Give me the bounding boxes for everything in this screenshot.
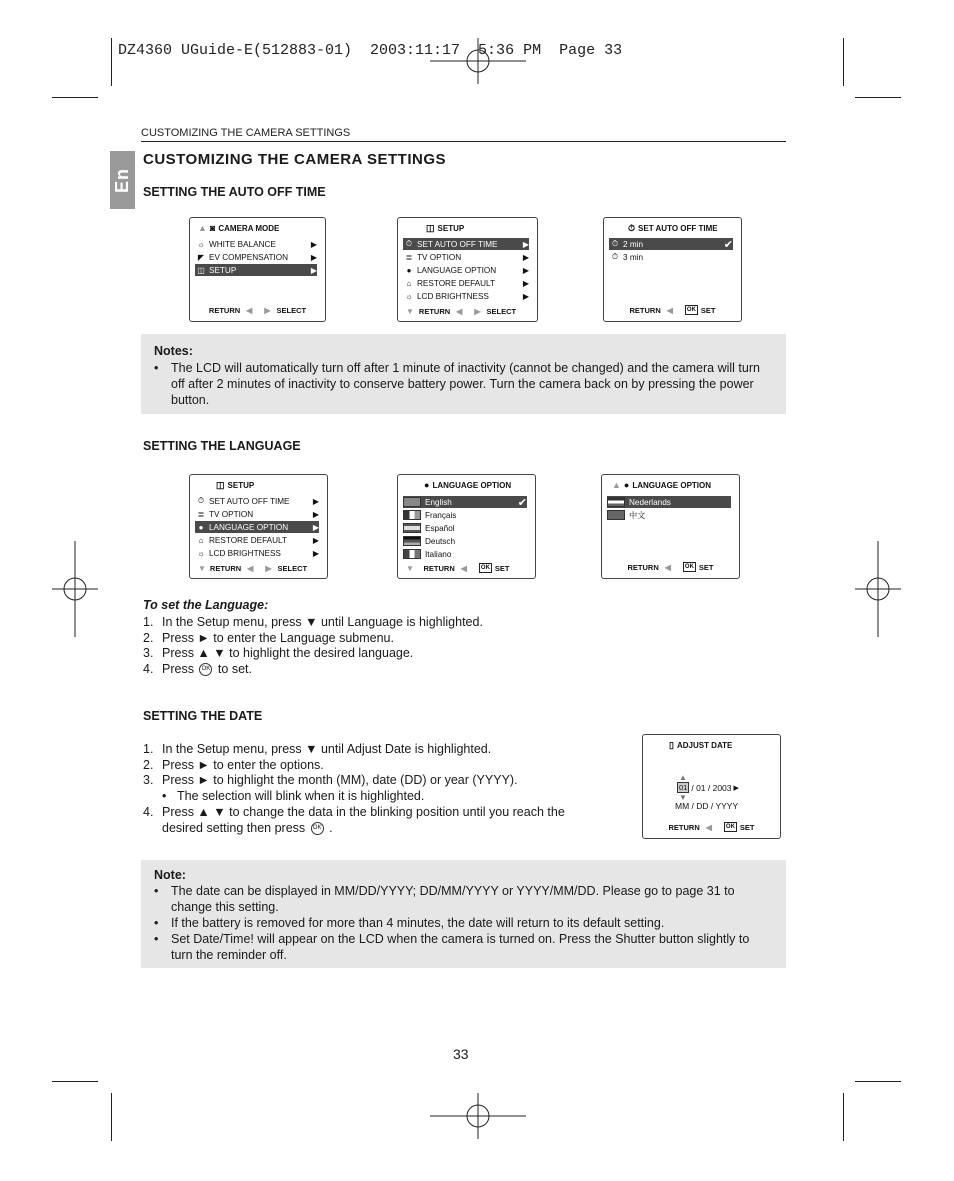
note-item: • The LCD will automatically turn off after 1 minute of inactivity (cannot be changed) and the camera will turn off after 2 minutes of inactivity to conserve battery power. Turn the camera back on by pressing the power button.: [154, 361, 760, 407]
lcd-set-auto-off-screen: ⏱ SET AUTO OFF TIME ⏱ 2 min ✔ ⏱ 3 min RETURN ◀ OK SET: [603, 217, 742, 322]
menu-item-set-auto-off[interactable]: ⏱ SET AUTO OFF TIME ▶: [195, 495, 319, 507]
ok-button-icon: OK: [480, 565, 490, 571]
netherlands-flag-icon: [607, 497, 625, 507]
checkmark-icon: ✔: [723, 238, 733, 251]
language-item-dutch[interactable]: Nederlands: [607, 496, 731, 508]
right-arrow-icon: ▶: [312, 548, 319, 558]
italy-flag-icon: [403, 549, 421, 559]
note-item: • The date can be displayed in MM/DD/YYYY; DD/MM/YYYY or YYYY/MM/DD. Please go to page 31 to change this setting.: [154, 884, 735, 914]
registration-mark-icon: [855, 541, 901, 637]
step-item: 4. Press ▲ ▼ to change the data in the blinking position until you reach the: [143, 805, 565, 819]
left-arrow-icon: ◀: [666, 305, 673, 315]
menu-item-ev-compensation[interactable]: ◤ EV COMPENSATION ▶: [195, 251, 317, 263]
left-arrow-icon: ◀: [456, 307, 463, 316]
right-arrow-icon: ▶: [522, 252, 529, 262]
language-icon: ●: [198, 522, 204, 532]
timer-icon: ⏱: [197, 496, 205, 505]
note-item: • Set Date/Time! will appear on the LCD when the camera is turned on. Press the Shutter button slightly to turn the reminder off.: [154, 932, 750, 962]
ok-button-icon: OK: [311, 822, 324, 835]
step-item: 3. Press ► to highlight the month (MM), date (DD) or year (YYYY).: [143, 773, 518, 787]
menu-item-setup[interactable]: ◫ SETUP ▶: [195, 264, 317, 276]
left-arrow-icon: ◀: [664, 562, 671, 572]
language-icon: ●: [424, 480, 430, 490]
lcd-setup-screen: ◫ SETUP ⏱ SET AUTO OFF TIME ▶ ≣ TV OPTION ▶ ● LANGUAGE OPTION ▶ ⌂ RESTORE DEFAULT ▶ ☼ LCD BRIGHTNESS ▶ ▼ RETURN ◀ ▶ SELECT: [397, 217, 538, 322]
option-3-min[interactable]: ⏱ 3 min: [609, 251, 733, 263]
timer-icon: ⏱: [611, 239, 619, 248]
crop-mark: [111, 1093, 112, 1141]
menu-item-restore-default[interactable]: ⌂ RESTORE DEFAULT ▶: [195, 534, 319, 546]
lcd-setup-screen-language: ◫ SETUP ⏱ SET AUTO OFF TIME ▶ ≣ TV OPTION ▶ ● LANGUAGE OPTION ▶ ⌂ RESTORE DEFAULT ▶ ☼ LCD BRIGHTNESS ▶ ▼ RETURN ◀ ▶ SELECT: [189, 474, 328, 579]
left-arrow-icon: ◀: [247, 564, 254, 573]
crop-mark: [843, 1093, 844, 1141]
down-arrow-icon: ▼: [679, 793, 687, 802]
up-arrow-icon: ▲: [612, 480, 621, 490]
france-flag-icon: [403, 510, 421, 520]
step-sub-item: • The selection will blink when it is highlighted.: [162, 789, 425, 803]
print-header: DZ4360 UGuide-E(512883-01) 2003:11:17 5:36 PM Page 33: [118, 42, 623, 59]
page-number: 33: [453, 1046, 469, 1062]
right-arrow-icon: ▶: [312, 522, 319, 532]
menu-item-restore-default[interactable]: ⌂ RESTORE DEFAULT ▶: [403, 277, 529, 289]
language-item-italian[interactable]: Italiano: [403, 548, 527, 560]
select-label: SELECT: [276, 306, 307, 315]
registration-mark-icon: [430, 38, 526, 84]
lcd-language-option-screen-2: ▲ ● LANGUAGE OPTION Nederlands 中文 RETURN ◀ OK SET: [601, 474, 740, 579]
step-item: 2. Press ► to enter the options.: [143, 758, 324, 772]
language-item-chinese[interactable]: 中文: [607, 509, 731, 521]
notes-box-date: Note: • The date can be displayed in MM/DD/YYYY; DD/MM/YYYY or YYYY/MM/DD. Please go to page 31 to change this setting. • If the battery is removed for more than 4 minutes, the date will return to its default setting. • Set Date/Time! will appear on the LCD when the camera is turned on. Press the Shutter button slightly to turn the reminder off.: [141, 860, 786, 968]
left-arrow-icon: ◀: [246, 306, 253, 315]
ev-icon: ◤: [197, 252, 205, 262]
brightness-icon: ☼: [197, 548, 205, 558]
ok-button-icon: OK: [199, 663, 212, 676]
right-arrow-icon: ▶: [474, 307, 481, 316]
brightness-icon: ☼: [405, 291, 413, 301]
right-arrow-icon: ▶: [265, 564, 272, 573]
tv-icon: ≣: [405, 252, 413, 262]
language-icon: ●: [623, 480, 630, 490]
section-heading-date: SETTING THE DATE: [143, 709, 263, 723]
menu-item-language-option[interactable]: ● LANGUAGE OPTION ▶: [195, 521, 319, 533]
date-format-label: MM / DD / YYYY: [675, 801, 739, 811]
setup-icon: ◫: [216, 480, 225, 490]
language-item-spanish[interactable]: Español: [403, 522, 527, 534]
step-item: 3. Press ▲ ▼ to highlight the desired language.: [143, 646, 414, 660]
timer-icon: ⏱: [405, 239, 413, 248]
section-heading-language: SETTING THE LANGUAGE: [143, 439, 301, 453]
return-label: RETURN: [208, 306, 241, 315]
menu-item-language-option[interactable]: ● LANGUAGE OPTION ▶: [403, 264, 529, 276]
right-arrow-icon: ▶: [522, 291, 529, 301]
lcd-camera-mode-screen: ▲ ◙ CAMERA MODE ☼ WHITE BALANCE ▶ ◤ EV COMPENSATION ▶ ◫ SETUP ▶ RETURN ◀ ▶ SELECT: [189, 217, 326, 322]
up-arrow-icon: ▲: [679, 773, 687, 782]
month-field[interactable]: 01: [679, 783, 688, 792]
note-item: • If the battery is removed for more than 4 minutes, the date will return to its default setting.: [154, 916, 665, 930]
running-head: CUSTOMIZING THE CAMERA SETTINGS: [141, 127, 351, 139]
section-heading-auto-off: SETTING THE AUTO OFF TIME: [143, 185, 326, 199]
menu-item-lcd-brightness[interactable]: ☼ LCD BRIGHTNESS ▶: [195, 547, 319, 559]
right-arrow-icon: ▶: [312, 535, 319, 545]
checkmark-icon: ✔: [517, 496, 527, 509]
right-arrow-icon: ▶: [310, 265, 317, 275]
white-balance-icon: ☼: [197, 239, 205, 249]
lcd-adjust-date-screen: ▯ ADJUST DATE ▲ 01 / 01 / 2003 ▶ ▼ MM / DD / YYYY RETURN ◀ OK SET: [642, 734, 781, 839]
option-2-min[interactable]: ⏱ 2 min ✔: [609, 238, 733, 250]
language-item-german[interactable]: Deutsch: [403, 535, 527, 547]
down-arrow-icon: ▼: [406, 307, 414, 316]
lcd-language-option-screen-1: ● LANGUAGE OPTION English ✔ Français Español Deutsch Italiano ▼ RETURN ◀ OK SET: [397, 474, 536, 579]
right-arrow-icon: ▶: [522, 265, 529, 275]
uk-flag-icon: [403, 497, 421, 507]
crop-mark: [855, 1081, 901, 1082]
ok-button-icon: OK: [686, 307, 696, 313]
spain-flag-icon: [403, 523, 421, 533]
crop-mark: [52, 1081, 98, 1082]
menu-item-lcd-brightness[interactable]: ☼ LCD BRIGHTNESS ▶: [403, 290, 529, 302]
date-value[interactable]: 01 / 01 / 2003 ▶: [679, 782, 739, 793]
step-item: 1. In the Setup menu, press ▼ until Adjust Date is highlighted.: [143, 742, 492, 756]
crop-mark: [855, 97, 901, 98]
menu-item-white-balance[interactable]: ☼ WHITE BALANCE ▶: [195, 238, 317, 250]
germany-flag-icon: [403, 536, 421, 546]
down-arrow-icon: ▼: [198, 564, 206, 573]
left-arrow-icon: ◀: [460, 563, 467, 573]
crop-mark: [111, 38, 112, 86]
china-flag-icon: [607, 510, 625, 520]
crop-mark: [52, 97, 98, 98]
language-icon: ●: [406, 265, 412, 275]
notes-box-auto-off: Notes: • The LCD will automatically turn off after 1 minute of inactivity (cannot be changed) and the camera will turn off after 2 minutes of inactivity to conserve battery power. Turn the camera back on by pressing the power button.: [141, 334, 786, 414]
instructions-title: To set the Language:: [143, 598, 269, 612]
step-item: 1. In the Setup menu, press ▼ until Language is highlighted.: [143, 615, 483, 629]
ok-button-icon: OK: [684, 564, 694, 570]
menu-item-tv-option[interactable]: ≣ TV OPTION ▶: [403, 251, 529, 263]
setup-icon: ◫: [426, 223, 435, 233]
camera-icon: ◙: [209, 223, 216, 233]
right-arrow-icon: ▶: [522, 278, 529, 288]
calendar-icon: ▯: [669, 740, 674, 750]
timer-icon: ⏱: [611, 252, 619, 261]
ok-button-icon: OK: [725, 824, 735, 830]
registration-mark-icon: [430, 1093, 526, 1139]
restore-icon: ⌂: [406, 278, 412, 288]
language-item-english[interactable]: English ✔: [403, 496, 527, 508]
step-item: 4. Press OK to set.: [143, 662, 252, 676]
step-item-continued: desired setting then press OK .: [162, 821, 333, 835]
right-arrow-icon: ▶: [312, 496, 319, 506]
down-arrow-icon: ▼: [406, 563, 414, 573]
step-item: 2. Press ► to enter the Language submenu.: [143, 631, 394, 645]
right-arrow-icon: ▶: [310, 252, 317, 262]
right-arrow-icon: ▶: [733, 784, 739, 792]
language-item-french[interactable]: Français: [403, 509, 527, 521]
menu-item-tv-option[interactable]: ≣ TV OPTION ▶: [195, 508, 319, 520]
crop-mark: [843, 38, 844, 86]
left-arrow-icon: ◀: [705, 822, 712, 832]
timer-icon: ⏱: [628, 223, 636, 233]
restore-icon: ⌂: [198, 535, 204, 545]
setup-icon: ◫: [197, 265, 205, 275]
up-arrow-icon: ▲: [198, 223, 207, 233]
page-title: CUSTOMIZING THE CAMERA SETTINGS: [143, 151, 447, 168]
right-arrow-icon: ▶: [264, 306, 271, 315]
right-arrow-icon: ▶: [522, 239, 529, 249]
header-rule: [141, 141, 786, 142]
language-tab: En: [110, 151, 135, 209]
right-arrow-icon: ▶: [310, 239, 317, 249]
menu-item-set-auto-off[interactable]: ⏱ SET AUTO OFF TIME ▶: [403, 238, 529, 250]
right-arrow-icon: ▶: [312, 509, 319, 519]
registration-mark-icon: [52, 541, 98, 637]
tv-icon: ≣: [197, 509, 205, 519]
